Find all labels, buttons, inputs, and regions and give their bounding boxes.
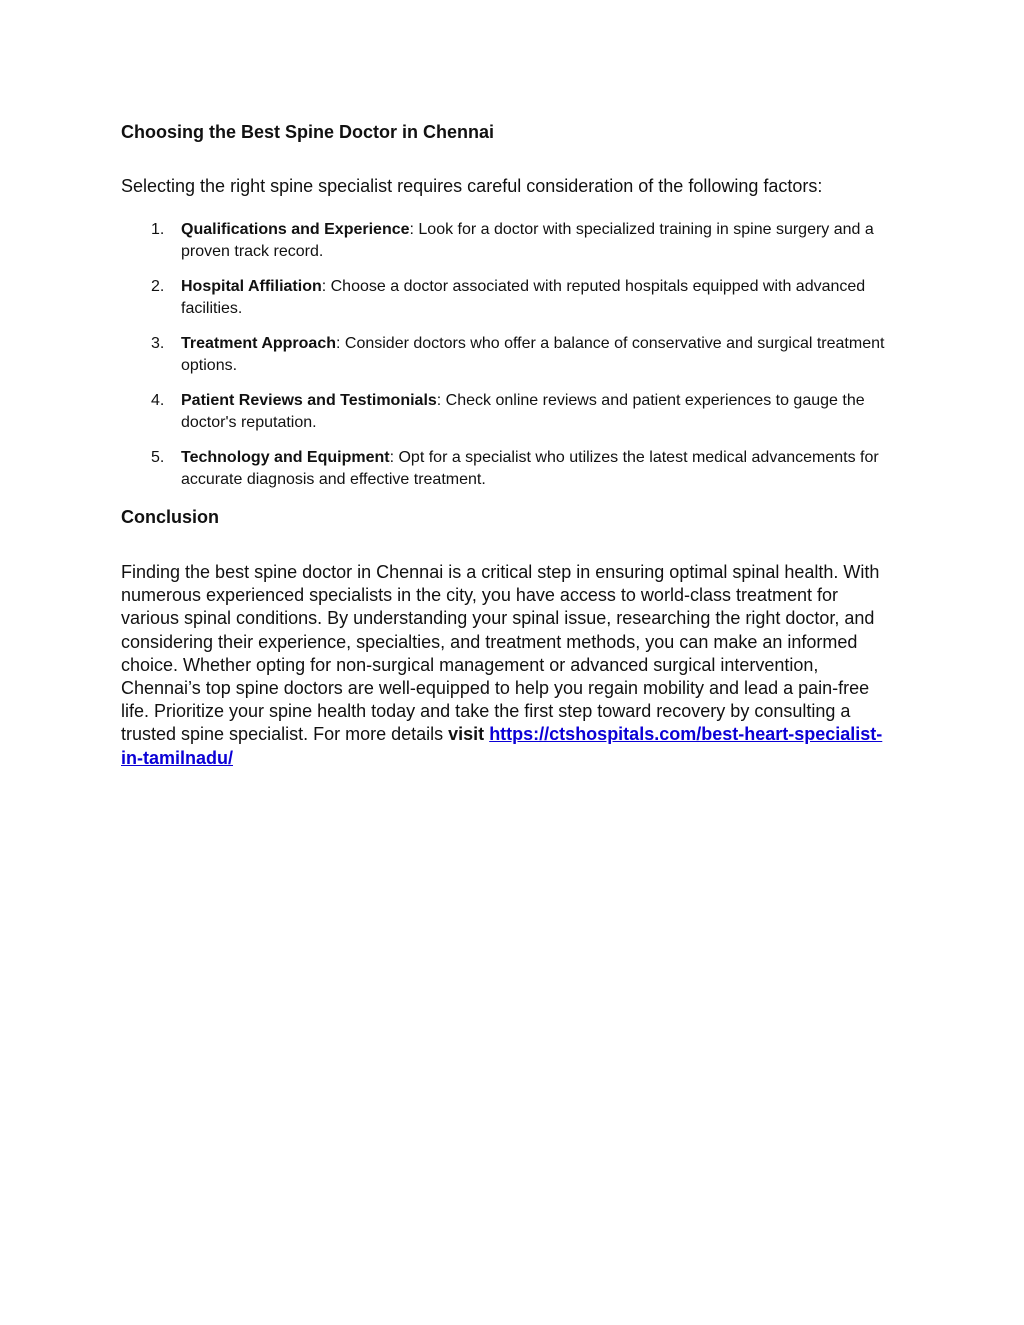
factor-text: : Consider doctors who offer a balance of conservative and surgical treatment options. — [181, 335, 885, 374]
list-item — [121, 447, 906, 490]
conclusion-heading: Conclusion — [121, 507, 219, 527]
factor-title: Qualifications and Experience — [181, 221, 410, 238]
list-number: 3. — [151, 335, 165, 352]
factor-title: Treatment Approach — [181, 335, 336, 352]
list-item — [121, 390, 906, 433]
factor-text: : Choose a doctor associated with reputed hospitals equipped with advanced facilities. — [181, 278, 866, 317]
conclusion-paragraph — [121, 561, 896, 770]
list-number: 4. — [151, 392, 165, 409]
list-number: 1. — [151, 221, 165, 238]
list-number: 5. — [151, 449, 165, 466]
list-item — [121, 219, 906, 262]
list-number: 2. — [151, 278, 165, 295]
list-item — [121, 333, 906, 376]
factor-text: : Look for a doctor with specialized training in spine surgery and a proven track record. — [181, 221, 874, 260]
hospital-link[interactable]: https://ctshospitals.com/best-heart-specialist-in-tamilnadu/ — [121, 724, 883, 768]
intro-paragraph: Selecting the right spine specialist requires careful consideration of the following factors: — [121, 176, 823, 196]
document-page — [121, 119, 906, 770]
factor-title: Hospital Affiliation — [181, 278, 322, 295]
factor-text: : Check online reviews and patient experiences to gauge the doctor's reputation. — [181, 392, 865, 431]
section-heading: Choosing the Best Spine Doctor in Chennai — [121, 122, 495, 142]
visit-label: visit — [448, 724, 485, 745]
factor-title: Patient Reviews and Testimonials — [181, 392, 437, 409]
list-item — [121, 276, 906, 319]
factor-text: : Opt for a specialist who utilizes the latest medical advancements for accurate diagnosis and effective treatment. — [181, 449, 879, 488]
factor-title: Technology and Equipment — [181, 449, 390, 466]
conclusion-text: Finding the best spine doctor in Chennai is a critical step in ensuring optimal spinal health. With numerous experienced specialists in the city, you have access to world-class treatment for various spinal conditions. By understanding your spinal issue, researching the right doctor, and considering their experience, specialties, and treatment methods, you can make an informed choice. Whether opting for non-surgical management or advanced surgical intervention, Chennai’s top spine doctors are well-equipped to help you regain mobility and lead a pain-free life. Prioritize your spine health today and take the first step toward recovery by consulting a trusted spine specialist. For more details — [121, 562, 880, 745]
factors-list — [121, 219, 906, 490]
